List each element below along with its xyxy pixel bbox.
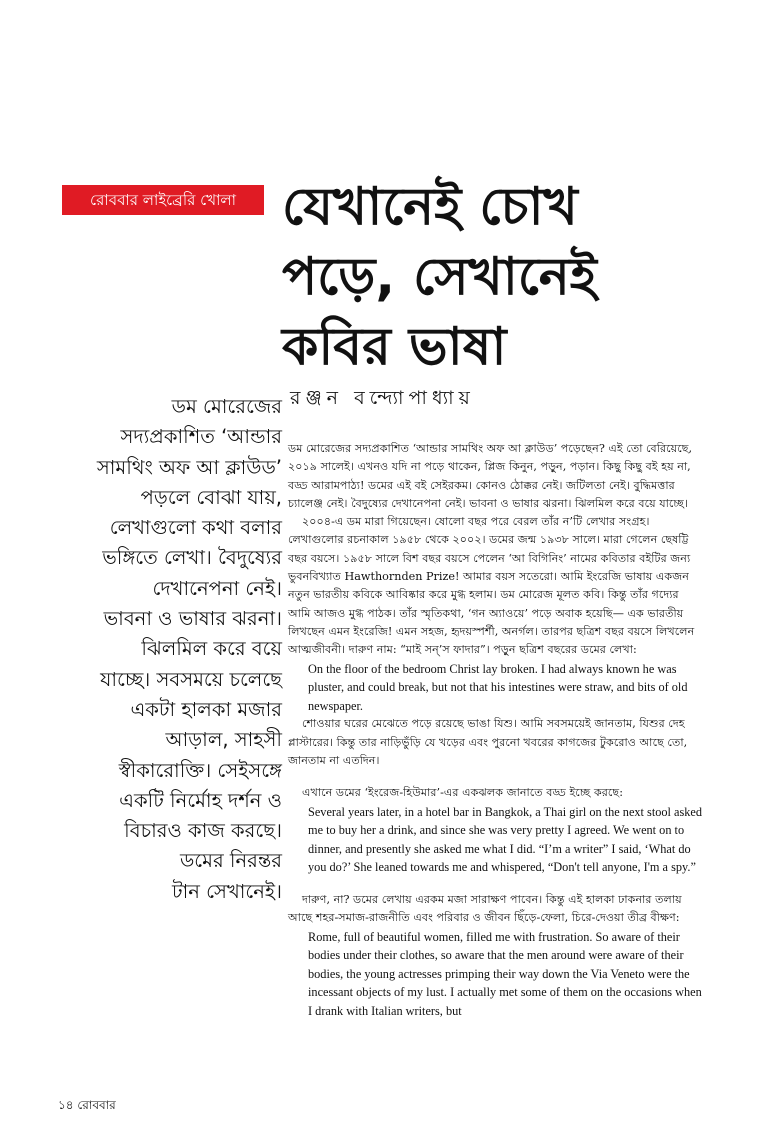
- pull-quote-line: একটা হালকা মজার: [130, 697, 282, 721]
- title-line: কবির ভাষা: [282, 317, 507, 377]
- author-byline: রঞ্জন বন্দ্যোপাধ্যায়: [290, 387, 475, 409]
- pull-quote-line: ডম মোরেজের: [171, 395, 282, 418]
- page-title: [282, 172, 712, 382]
- pull-quote-line: ঝিলমিল করে বয়ে: [141, 637, 282, 661]
- pull-quote-line: ভাবনা ও ভাষার ঝরনা।: [103, 607, 282, 631]
- title-line: পড়ে, সেখানেই: [282, 247, 597, 307]
- pull-quote-line: লেখাগুলো কথা বলার: [109, 516, 282, 540]
- article-body: [288, 440, 704, 1020]
- english-quote: Rome, full of beautiful women, filled me with frustration. So aware of their bodies under their clothes, so aware that the men around were aware of their bodies, the young actresses primping their way down the Via Veneto were the incessant objects of my lust. I actually met some of them on the occasions when I drank with Italian writers, but: [308, 929, 702, 1018]
- pull-quote-line: যাচ্ছে। সবসময়ে চলেছে: [100, 667, 282, 691]
- section-badge: রোববার লাইব্রেরি খোলা: [62, 185, 264, 215]
- pull-quote: [62, 392, 282, 907]
- pull-quote-line: আড়াল, সাহসী: [165, 728, 282, 752]
- pull-quote-line: ভঙ্গিতে লেখা। বৈদুষ্যের: [102, 546, 282, 570]
- english-quote: On the floor of the bedroom Christ lay broken. I had always known he was pluster, and could break, but not that his intestines were straw, and bits of old newspaper.: [308, 661, 688, 713]
- title-line: যেখানেই চোখ: [282, 177, 578, 237]
- article-paragraph: এখানে ডমের ‘ইংরেজ-হিউমার’-এর একঝলক জানাতে বড্ড ইচ্ছে করছে:: [302, 786, 623, 800]
- article-paragraph: দারুণ, না? ডমের লেখায় এরকম মজা সারাক্ষণ পাবেন। কিন্তু এই হালকা ঢাকনার তলায় আছে শহর-সমাজ-রাজনীতি এবং পরিবার ও জীবন ছিঁড়ে-ফেলা, চিরে-দেওয়া তীব্র বীক্ষণ:: [288, 892, 682, 925]
- pull-quote-line: বিচারও কাজ করছে।: [124, 819, 282, 843]
- pull-quote-line: পড়লে বোঝা যায়,: [140, 485, 282, 509]
- pull-quote-line: দেখানেপনা নেই।: [152, 576, 282, 600]
- article-paragraph: ২০০৪-এ ডম মারা গিয়েছেন। ষোলো বছর পরে বেরল তাঁর ন’টি লেখার সংগ্রহ। লেখাগুলোর রচনাকাল ১৯৫৮ থেকে ২০০২। ডমের জন্ম ১৯৩৮ সালে। মারা গেলেন ছেষট্টি বছর বয়সে। ১৯৫৮ সালে বিশ বছর বয়সে পেলেন ‘আ বিগিনিং’ নামের কবিতার বইটির জন্য ভুবনবিখ্যাত Hawthornden Prize! আমার বয়স সতেরো। আমি ইংরেজি ভাষায় একজন নতুন ভারতীয় কবিকে আবিষ্কার করে মুগ্ধ হলাম। ডম মোরেজ মূলত কবি। কিন্তু তাঁর গদ্যের আমি আজও মুগ্ধ পাঠক। তাঁর স্মৃতিকথা, ‘গন অ্যাওয়ে’ পড়ে অবাক হয়েছি— এক ভারতীয় লিখছেন এমন ইংরেজি! এমন সহজ, হৃদয়স্পর্শী, অনর্গল। তারপর ছত্রিশ বছর বয়সে লিখলেন আত্মজীবনী। দারুণ নাম: “মাই সন্’স ফাদার”। পড়ুন ছত্রিশ বছরের ডমের লেখা:: [288, 515, 695, 657]
- pull-quote-line: সামথিং অফ আ ক্লাউড’: [96, 455, 282, 479]
- article-paragraph: শোওয়ার ঘরের মেঝেতে পড়ে রয়েছে ভাঙা যিশু। আমি সবসময়েই জানতাম, যিশুর দেহ প্লাস্টারের। কিন্তু তার নাড়িভুঁড়ি যে খড়ের এবং পুরনো খবরের কাগজের টুকরোও আছে তাে, জানতাম না এতদিন।: [288, 717, 688, 767]
- pull-quote-line: স্বীকারোক্তি। সেইসঙ্গে: [118, 758, 282, 782]
- article-paragraph: ডম মোরেজের সদ্যপ্রকাশিত ‘আন্ডার সামথিং অফ আ ক্লাউড’ পড়েছেন? এই তো বেরিয়েছে, ২০১৯ সালেই। এখনও যদি না পড়ে থাকেন, প্লিজ কিনুন, পড়ুন, পড়ান। কিছু কিছু বই হয় না, বড্ড আরামপাঠ্য! ডমের এই বই সেইরকম। কোনও ঠোক্কর নেই। জটিলতা নেই। বুদ্ধিমত্তার চ্যালেঞ্জ নেই। বৈদুষ্যের দেখানেপনা নেই। ভাবনা ও ভাষার ঝরনা। ঝিলমিল করে বয়ে যাচ্ছে।: [288, 442, 693, 510]
- english-quote: Several years later, in a hotel bar in Bangkok, a Thai girl on the next stool asked me to buy her a drink, and since she was very pretty I agreed. We went on to dinner, and presently she asked me what I did. “I’m a writer” I said, ‘What do you do?’ She leaned towards me and whispered, “Don't tell anyone, I'm a spy.”: [308, 804, 703, 875]
- pull-quote-line: টান সেখানেই।: [172, 879, 282, 903]
- page-footer: ১৪ রোববার: [58, 1098, 116, 1112]
- pull-quote-line: সদ্যপ্রকাশিত ‘আন্ডার: [120, 425, 282, 449]
- pull-quote-line: ডমের নিরন্তর: [179, 849, 282, 873]
- pull-quote-line: একটি নির্মোহ দর্শন ও: [119, 788, 282, 812]
